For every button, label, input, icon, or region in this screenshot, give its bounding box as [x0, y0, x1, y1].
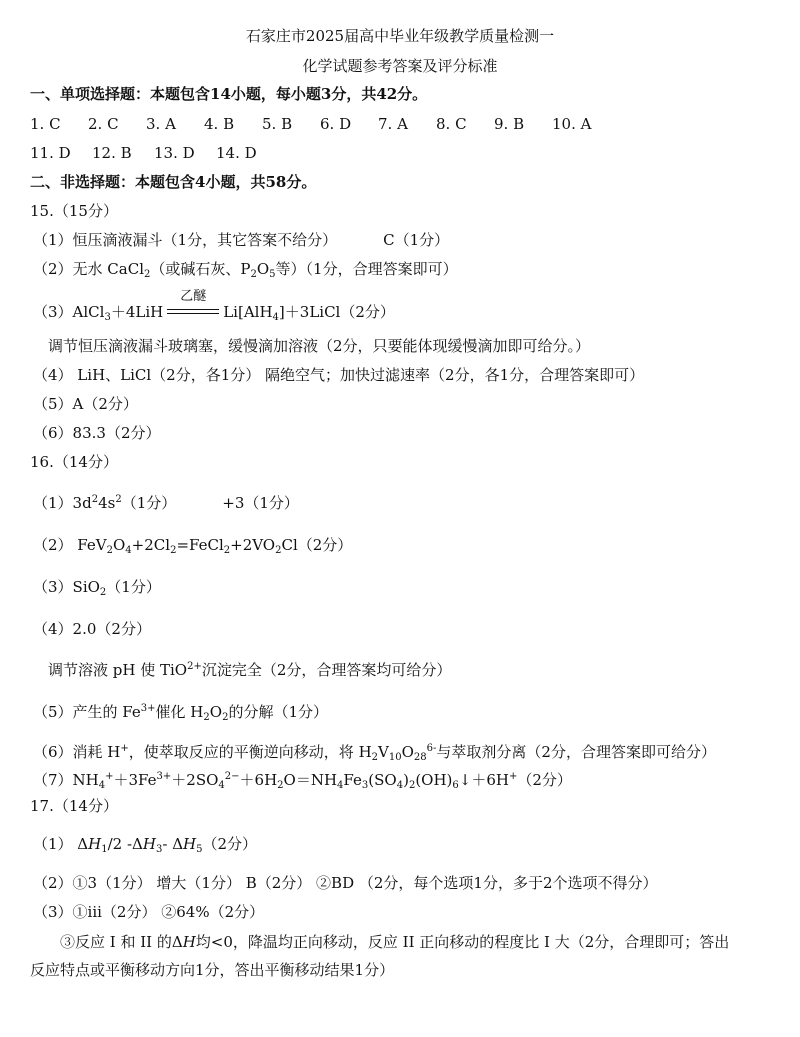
subscript: 3: [156, 844, 163, 855]
subscript: 2: [106, 545, 113, 556]
equation-text: (SO: [368, 771, 397, 789]
enthalpy-symbol: H: [182, 933, 196, 951]
equation-text: ↓＋6H: [458, 771, 509, 789]
q16-part4-note-text: 调节溶液 pH 使 TiO: [48, 661, 188, 679]
q16-part5-text: O: [209, 703, 223, 721]
q16-part6-text: O: [401, 743, 414, 761]
q16-part1: [33, 493, 299, 513]
answer-item: 9. B: [494, 115, 525, 133]
q16-part1-text: （1分）: [121, 494, 177, 512]
subscript: 4: [272, 312, 279, 323]
q16-part5: [33, 702, 328, 722]
q16-part1-text: 4s: [98, 494, 116, 512]
equation-text: Li[AlH: [223, 303, 273, 321]
q16-part5-text: （5）产生的 Fe: [33, 703, 141, 721]
q15-part2-text: （或碱石灰、P: [150, 260, 251, 278]
answer-item: 2. C: [88, 115, 119, 133]
q17-part3-note-text: ③反应 I 和 II 的Δ: [60, 933, 183, 951]
mc-answers-row1: [30, 114, 612, 134]
equation-text: ＋2SO: [171, 771, 219, 789]
equation-text: Fe: [343, 771, 362, 789]
subscript: 3: [104, 312, 111, 323]
answer-item: 12. B: [92, 144, 132, 162]
answer-item: 5. B: [262, 115, 293, 133]
q17-part3-note-line2: 反应特点或平衡移动方向1分，答出平衡移动结果1分）: [30, 961, 395, 979]
q15-part3-note: 调节恒压滴液漏斗玻璃塞，缓慢滴加溶液（2分，只要能体现缓慢滴加即可给分。）: [48, 337, 591, 355]
q15-part3-equation: [33, 289, 395, 323]
section2-heading: 二、非选择题：本题包含4小题，共58分。: [30, 173, 317, 191]
q16-part5-text: 催化 H: [155, 703, 204, 721]
q15-part1-answer: （1）恒压滴液漏斗（1分，其它答案不给分）: [33, 231, 338, 249]
q16-part6-text: V: [378, 743, 389, 761]
q17-part3: （3）①iii（2分） ②64%（2分）: [33, 903, 265, 921]
q15-part2-text: O: [256, 260, 270, 278]
superscript: +: [105, 771, 114, 782]
q17-part1-text: （1） Δ: [33, 835, 89, 853]
subscript: 2: [371, 752, 379, 763]
superscript: 3+: [140, 703, 156, 714]
superscript: 2+: [187, 661, 202, 672]
q16-part3-text: （3）SiO: [33, 578, 100, 596]
reaction-condition-arrow: [167, 289, 219, 319]
equation-text: ＋4LiH: [110, 303, 164, 321]
q16-part3: [33, 577, 161, 597]
subscript: 4: [125, 545, 132, 556]
subscript: 6: [452, 780, 459, 791]
equation-text: ＋3Fe: [113, 771, 157, 789]
subscript: 3: [361, 780, 369, 791]
q17-part3-note: [60, 932, 729, 952]
q16-part6-text: 与萃取剂分离（2分，合理答案即可给分）: [436, 743, 716, 761]
q17-part1-text: - Δ: [162, 835, 184, 853]
subscript: 2: [222, 712, 229, 723]
q16-part1-valence: +3（1分）: [222, 494, 299, 512]
section1-heading: 一、单项选择题：本题包含14小题，每小题3分，共42分。: [30, 85, 428, 103]
q16-part4: （4）2.0（2分）: [33, 620, 151, 638]
superscript: +: [120, 743, 129, 754]
subscript: 4: [98, 780, 106, 791]
subscript: 2: [144, 269, 151, 280]
q16-part1-text: （1）3d: [33, 494, 92, 512]
q16-part6: [33, 742, 716, 762]
answer-item: 10. A: [552, 115, 592, 133]
mc-answers-row2: [30, 143, 278, 163]
answer-item: 4. B: [204, 115, 235, 133]
answer-item: 11. D: [30, 144, 71, 162]
q16-part6-text: ，使萃取反应的平衡逆向移动，将 H: [128, 743, 372, 761]
equation-text: ): [403, 771, 409, 789]
answer-item: 14. D: [216, 144, 257, 162]
subscript: 5: [196, 844, 203, 855]
q15-part2-text: 等）（1分，合理答案即可）: [275, 260, 458, 278]
q16-part4-note: [48, 660, 451, 680]
answer-item: 6. D: [320, 115, 352, 133]
q15-part1-choice: C（1分）: [383, 231, 450, 249]
equation-text: ＋6H: [239, 771, 278, 789]
q15-title: 15.（15分）: [30, 202, 118, 220]
q17-part1-text: /2 -Δ: [107, 835, 143, 853]
q16-part3-text: （1分）: [106, 578, 161, 596]
page-subtitle: 化学试题参考答案及评分标准: [302, 57, 498, 75]
equation-text: =FeCl: [176, 536, 224, 554]
q17-part1: [33, 834, 257, 854]
q15-part5: （5）A（2分）: [33, 395, 138, 413]
subscript: 2: [203, 712, 210, 723]
q16-part2: [33, 535, 352, 555]
q16-part7: [33, 770, 572, 790]
q17-part2: （2）①3（1分） 增大（1分） B（2分） ②BD （2分，每个选项1分，多于2个选项不得分）: [33, 874, 658, 892]
subscript: 2: [170, 545, 177, 556]
answer-item: 8. C: [436, 115, 467, 133]
answer-item: 3. A: [146, 115, 176, 133]
equation-text: +2Cl: [131, 536, 171, 554]
superscript: 3+: [156, 771, 172, 782]
subscript: 4: [218, 780, 225, 791]
equation-text: （2） FeV: [33, 536, 107, 554]
equation-text: +2VO: [230, 536, 276, 554]
equation-text: （7）NH: [33, 771, 99, 789]
equation-text: (OH): [415, 771, 453, 789]
q16-part5-text: 的分解（1分）: [228, 703, 328, 721]
superscript: +: [508, 771, 518, 782]
q15-part2-text: （2）无水 CaCl: [33, 260, 145, 278]
q17-title: 17.（14分）: [30, 797, 118, 815]
subscript: 2: [223, 545, 231, 556]
subscript: 2: [250, 269, 257, 280]
answer-item: 7. A: [378, 115, 408, 133]
subscript: 2: [408, 780, 416, 791]
subscript: 10: [388, 752, 402, 763]
q16-part6-text: （6）消耗 H: [33, 743, 121, 761]
subscript: 5: [269, 269, 276, 280]
superscript: 2: [115, 494, 122, 505]
subscript: 2: [99, 587, 107, 598]
equation-text: Cl（2分）: [281, 536, 353, 554]
subscript: 2: [275, 545, 282, 556]
subscript: 4: [396, 780, 404, 791]
equation-text: O＝NH: [283, 771, 338, 789]
q15-part2: [33, 259, 458, 279]
q15-part4: （4） LiH、LiCl（2分，各1分） 隔绝空气；加快过滤速率（2分，各1分，合理答案即可）: [33, 366, 645, 384]
enthalpy-symbol: H: [88, 835, 102, 853]
enthalpy-symbol: H: [183, 835, 197, 853]
q15-part6: （6）83.3（2分）: [33, 424, 161, 442]
reaction-condition: 乙醚: [180, 289, 207, 304]
q17-part3-note-text: 均<0，降温均正向移动，反应 II 正向移动的程度比 I 大（2分，合理即可；答出: [195, 933, 730, 951]
q15-part1: [33, 230, 449, 250]
equation-text: ]＋3LiCl（2分）: [278, 303, 395, 321]
enthalpy-symbol: H: [142, 835, 156, 853]
superscript: 2−: [224, 771, 240, 782]
equation-text: （2分）: [517, 771, 572, 789]
superscript: 2: [91, 494, 99, 505]
q16-part4-note-text: 沉淀完全（2分，合理答案均可给分）: [201, 661, 452, 679]
q16-title: 16.（14分）: [30, 453, 118, 471]
q17-part1-text: （2分）: [202, 835, 258, 853]
subscript: 2: [277, 780, 284, 791]
answer-item: 13. D: [154, 144, 195, 162]
superscript: 6-: [426, 743, 437, 754]
equation-text: （3）AlCl: [33, 303, 105, 321]
subscript: 1: [101, 844, 108, 855]
subscript: 4: [337, 780, 344, 791]
page-title: 石家庄市2025届高中毕业年级教学质量检测一: [245, 27, 555, 45]
subscript: 28: [413, 752, 427, 763]
answer-item: 1. C: [30, 115, 61, 133]
equation-text: O: [112, 536, 126, 554]
